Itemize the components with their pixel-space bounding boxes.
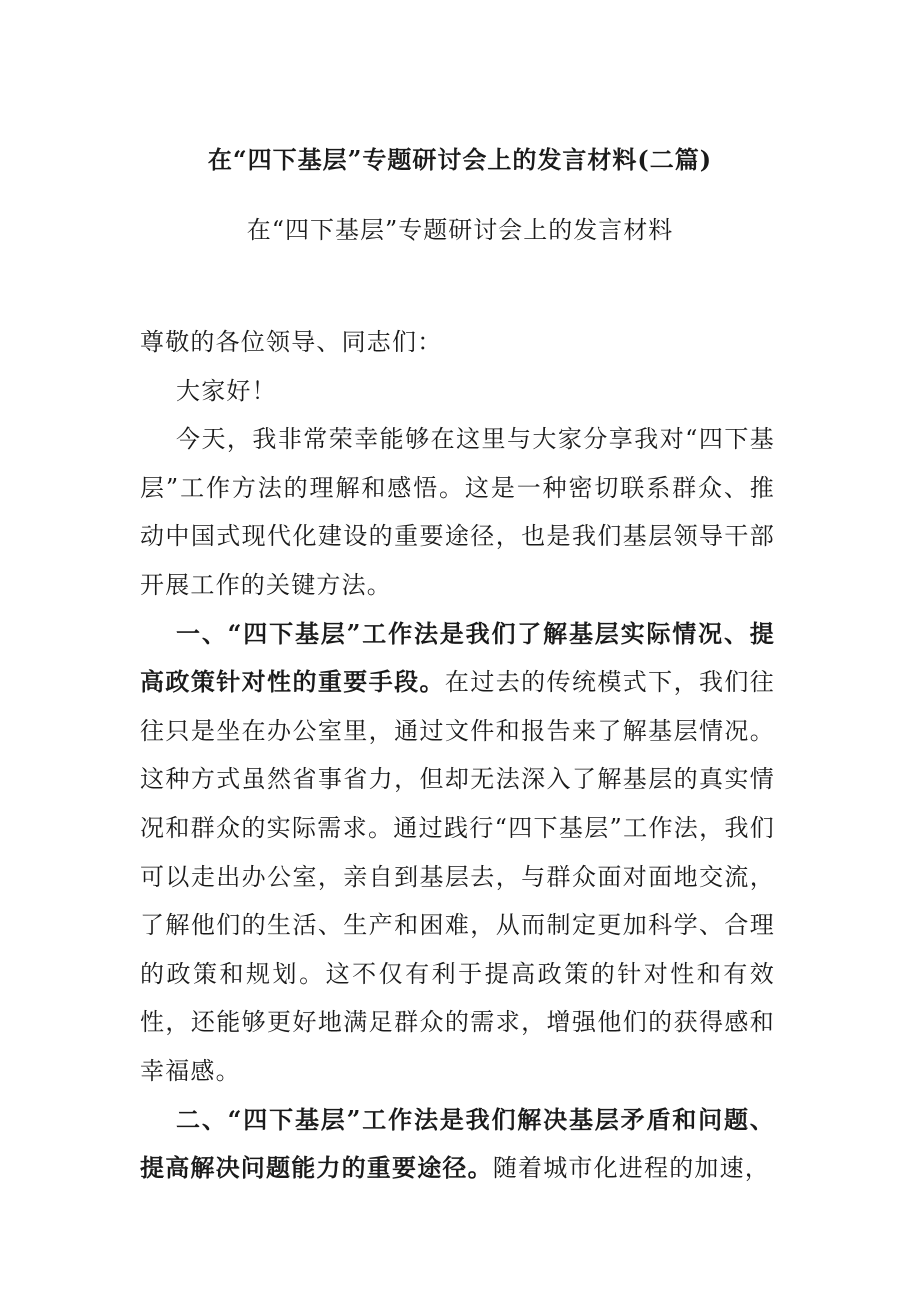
section-2-heading: 二、“四下基层”工作法是我们解决基层矛盾和问题、提高解决问题能力的重要途径。 xyxy=(140,1104,775,1183)
section-1-paragraph xyxy=(140,610,775,1096)
intro-paragraph: 今天，我非常荣幸能够在这里与大家分享我对“四下基层”工作方法的理解和感悟。这是一种密切联系群众、推动中国式现代化建设的重要途径，也是我们基层领导干部开展工作的关键方法。 xyxy=(140,425,775,599)
section-1-body: 在过去的传统模式下，我们往往只是坐在办公室里，通过文件和报告来了解基层情况。这种方式虽然省事省力，但却无法深入了解基层的真实情况和群众的实际需求。通过践行“四下基层”工作法，我们可以走出办公室，亲自到基层去，与群众面对面地交流，了解他们的生活、生产和困难，从而制定更加科学、合理的政策和规划。这不仅有利于提高政策的针对性和有效性，还能够更好地满足群众的需求，增强他们的获得感和幸福感。 xyxy=(140,668,775,1085)
document-body xyxy=(140,318,775,1193)
section-2-paragraph xyxy=(140,1096,775,1193)
section-1-heading: 一、“四下基层”工作法是我们了解基层实际情况、提高政策针对性的重要手段。 xyxy=(140,618,775,697)
section-2-body: 随着城市化进程的加速， xyxy=(492,1154,771,1183)
greeting: 大家好！ xyxy=(176,376,277,405)
salutation: 尊敬的各位领导、同志们： xyxy=(140,328,443,356)
document-subtitle: 在“四下基层”专题研讨会上的发言材料 xyxy=(246,216,674,244)
document-title: 在“四下基层”专题研讨会上的发言材料(二篇) xyxy=(207,145,713,174)
